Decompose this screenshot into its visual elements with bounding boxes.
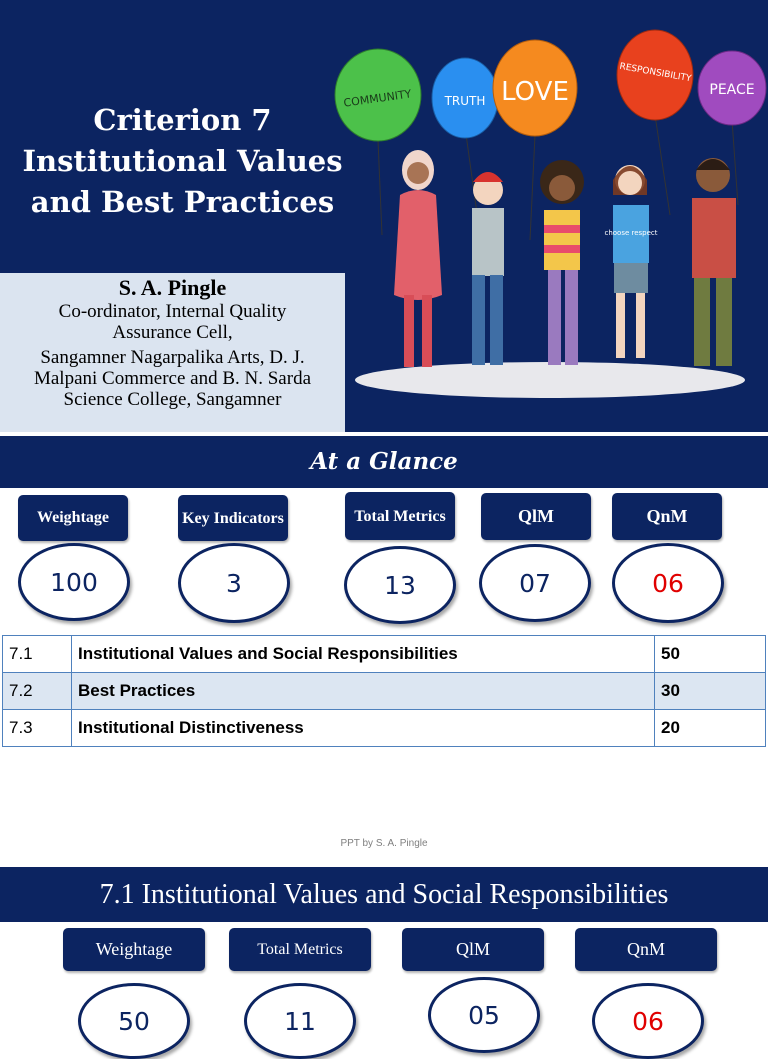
balloon-truth	[432, 58, 498, 138]
section-value-qlm: 05	[428, 977, 540, 1053]
balloon-community	[335, 49, 421, 141]
child-figure-4	[604, 165, 657, 358]
section-label-weightage: Weightage	[63, 928, 205, 971]
criterion-number: 7.2	[3, 673, 72, 710]
criterion-number: 7.3	[3, 710, 72, 747]
author-role-line-2: Assurance Cell,	[112, 322, 233, 343]
svg-text:RESPONSIBILITY: RESPONSIBILITY	[618, 61, 693, 85]
criterion-points: 50	[655, 636, 766, 673]
criterion-points: 30	[655, 673, 766, 710]
at-a-glance-header: At a Glance	[0, 436, 768, 488]
metric-label-qnm: QnM	[612, 493, 722, 540]
metric-value-weightage: 100	[18, 543, 130, 621]
metric-value-key-indicators: 3	[178, 543, 290, 623]
metric-label-key-indicators: Key Indicators	[178, 495, 288, 541]
slide-title	[0, 100, 365, 223]
metric-label-qlm: QlM	[481, 493, 591, 540]
section-label-total-metrics: Total Metrics	[229, 928, 371, 971]
criterion-number: 7.1	[3, 636, 72, 673]
child-figure-1	[394, 150, 442, 367]
section-value-weightage: 50	[78, 983, 190, 1059]
section-7-1-header: 7.1 Institutional Values and Social Responsibilities	[0, 867, 768, 922]
criterion-name: Institutional Distinctiveness	[72, 710, 655, 747]
svg-text:LOVE: LOVE	[501, 77, 569, 107]
table-row	[3, 673, 766, 710]
author-college-line-2: Malpani Commerce and B. N. Sarda	[33, 368, 311, 389]
table-row	[3, 710, 766, 747]
author-box	[0, 273, 345, 432]
metric-label-weightage: Weightage	[18, 495, 128, 541]
slide-footer: PPT by S. A. Pingle	[340, 838, 428, 849]
author-college-line-3: Science College, Sangamner	[63, 389, 282, 410]
author-name: S. A. Pingle	[118, 275, 227, 300]
svg-text:TRUTH: TRUTH	[444, 94, 486, 108]
child-figure-3	[540, 160, 584, 365]
metric-value-total-metrics: 13	[344, 546, 456, 624]
balloon-responsibility	[617, 30, 693, 120]
children-with-balloons-illustration	[330, 20, 768, 420]
svg-text:choose respect: choose respect	[604, 229, 658, 237]
title-line-1: Criterion 7	[93, 103, 272, 137]
section-value-qnm: 06	[592, 983, 704, 1059]
author-college-line-1: Sangamner Nagarpalika Arts, D. J.	[40, 347, 305, 368]
criterion-name: Best Practices	[72, 673, 655, 710]
balloon-peace	[698, 51, 766, 125]
balloon-love	[493, 40, 577, 136]
author-role-line-1: Co-ordinator, Internal Quality	[58, 301, 287, 322]
metric-label-total-metrics: Total Metrics	[345, 492, 455, 540]
metric-value-qlm: 07	[479, 544, 591, 622]
criteria-table	[2, 635, 766, 747]
section-label-qnm: QnM	[575, 928, 717, 971]
table-row	[3, 636, 766, 673]
metric-value-qnm: 06	[612, 543, 724, 623]
svg-text:COMMUNITY: COMMUNITY	[342, 87, 413, 110]
child-figure-2	[472, 172, 504, 365]
title-slide	[0, 0, 768, 432]
svg-text:PEACE: PEACE	[709, 82, 755, 98]
title-line-2: Institutional Values	[22, 144, 343, 178]
section-value-total-metrics: 11	[244, 983, 356, 1059]
child-figure-5	[692, 158, 736, 366]
criterion-points: 20	[655, 710, 766, 747]
criterion-name: Institutional Values and Social Responsibilities	[72, 636, 655, 673]
title-line-3: and Best Practices	[30, 185, 335, 219]
section-label-qlm: QlM	[402, 928, 544, 971]
